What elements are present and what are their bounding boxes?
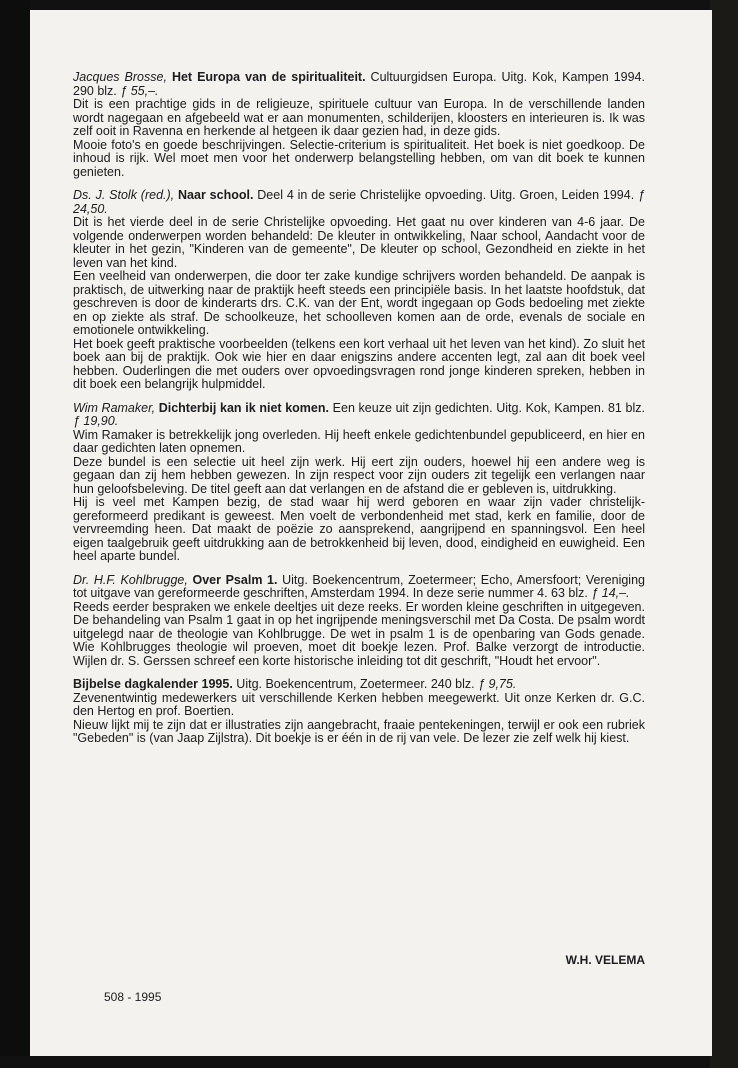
book-spine xyxy=(710,0,738,1068)
review-title: Het Europa van de spiritualiteit. xyxy=(171,70,366,84)
review-price: ƒ 24,50. xyxy=(73,188,645,216)
review-paragraph: Dit is het vierde deel in de serie Christelijke opvoeding. Het gaat nu over kinderen van 4-6 jaar. De volgende onderwerpen worden behandeld: De kleuter in ontwikkeling, Naar school, Aandacht voor de kleuter in het gezin, "Kinderen van de gemeente", De kleuter op school, Gezondheid en ziekte in het leven van het kind. xyxy=(73,215,645,270)
review-paragraph: Dit is een prachtige gids in de religieuze, spirituele cultuur van Europa. In de verschillende landen wordt nagegaan en afgebeeld wat er aan monumenten, schilderijen, kloosters en interieuren is. Ik was zelf ooit in Ravenna en herkende al hetgeen ik daar gezien had, in deze gids. xyxy=(73,97,645,138)
review-entry xyxy=(73,189,645,392)
review-heading xyxy=(73,574,645,601)
review-title: Dichterbij kan ik niet komen. xyxy=(158,400,329,415)
review-price: ƒ 14,–. xyxy=(591,586,630,600)
review-price: ƒ 19,90. xyxy=(73,414,119,428)
review-paragraph: Mooie foto's en goede beschrijvingen. Selectie-criterium is spiritualiteit. Het boek is niet goedkoop. De inhoud is rijk. Wel moet men voor het onderwerp belangstelling hebben, om van dit boek te kunnen genieten. xyxy=(73,137,645,179)
review-publication: Uitg. Boekencentrum, Zoetermeer; Echo, Amersfoort; Vereniging tot uitgave van gereformeerde geschriften, Amsterdam 1994. In deze serie nummer 4. 63 blz. xyxy=(73,572,645,600)
review-entry xyxy=(73,402,645,564)
review-author: Dr. H.F. Kohlbrugge, xyxy=(73,572,188,587)
review-title: Bijbelse dagkalender 1995. xyxy=(73,677,233,691)
review-publication: Deel 4 in de serie Christelijke opvoeding. Uitg. Groen, Leiden 1994. xyxy=(253,188,639,202)
review-heading xyxy=(73,402,645,429)
scan-border-left xyxy=(0,0,30,1068)
review-author: Wim Ramaker, xyxy=(73,400,156,415)
review-publication: Een keuze uit zijn gedichten. Uitg. Kok, Kampen. 81 blz. xyxy=(328,400,645,415)
review-title: Naar school. xyxy=(178,188,254,202)
scan-border-bottom xyxy=(0,1056,738,1068)
review-paragraph: Nieuw lijkt mij te zijn dat er illustraties zijn aangebracht, fraaie pentekeningen, terwijl er ook een rubriek "Gebeden" is (van Jaap Zijlstra). Dit boekje is er één in de rij van vele. De lezer zie zelf welk hij kiest. xyxy=(73,717,645,745)
reviews-column xyxy=(73,71,645,756)
review-paragraph: Het boek geeft praktische voorbeelden (telkens een kort verhaal uit het leven van het kind). Zo sluit het boek aan bij de praktijk. Ook wie hier en daar enigszins andere accenten legt, zal aan dit boek veel hebben. Ouderlingen die met ouders over opvoedingsvragen rond jonge kinderen spreken, hebben in dit boek een belangrijk hulpmiddel. xyxy=(73,336,645,391)
signature: W.H. VELEMA xyxy=(565,953,645,967)
review-entry xyxy=(73,574,645,669)
review-price: ƒ 55,–. xyxy=(120,83,159,98)
review-paragraph: Een veelheid van onderwerpen, die door ter zake kundige schrijvers worden behandeld. De aanpak is praktisch, de uitwerking naar de praktijk heeft steeds een principiële basis. In het laatste hoofdstuk, dat geschreven is door de kinderarts drs. C.K. van der Ent, wordt ingegaan op Gods bedoeling met ziekte en op ziekte als straf. De schoolkeuze, het schoolleven komen aan de orde, evenals de sociale en emotionele ontwikkeling. xyxy=(73,269,645,337)
review-entry xyxy=(73,71,645,179)
review-heading xyxy=(73,71,645,98)
review-paragraph: Hij is veel met Kampen bezig, de stad waar hij werd geboren en waar zijn vader christelijk-gereformeerd predikant is geweest. Men voelt de verbondenheid met stad, kerk en familie, door de vervreemding heen. Dat maakt de poëzie zo aansprekend, aangrijpend en spanningsvol. Een heel eigen taalgebruik geeft uitdrukking aan de betrokkenheid bij leven, dood, eindigheid en euwigheid. Een heel aparte bundel. xyxy=(73,495,645,563)
review-paragraph: Deze bundel is een selectie uit heel zijn werk. Hij eert zijn ouders, hoewel hij een andere weg is gegaan dan zij hem hebben gewezen. In zijn respect voor zijn ouders zit tegelijk een verlangen naar hun geloofsbeleving. De titel geeft aan dat verlangen en de afstand die er gebleven is, uitdrukking. xyxy=(73,454,645,496)
review-paragraph: Zevenentwintig medewerkers uit verschillende Kerken hebben meegewerkt. Uit onze Kerken dr. G.C. den Hertog en prof. Boertien. xyxy=(73,690,645,718)
review-author: Jacques Brosse, xyxy=(73,70,167,84)
review-price: ƒ 9,75. xyxy=(478,677,517,691)
review-title: Over Psalm 1. xyxy=(192,572,278,587)
review-publication: Cultuurgidsen Europa. Uitg. Kok, Kampen 1994. 290 blz. xyxy=(73,70,645,98)
review-heading xyxy=(73,678,645,692)
review-heading xyxy=(73,189,645,216)
review-author: Ds. J. Stolk (red.), xyxy=(73,188,175,202)
review-publication: Uitg. Boekencentrum, Zoetermeer. 240 blz. xyxy=(232,677,479,691)
review-paragraph: Wim Ramaker is betrekkelijk jong overleden. Hij heeft enkele gedichtenbundel gepubliceerd, en hier en daar gedichten laten opnemen. xyxy=(73,427,645,455)
review-paragraph: Reeds eerder bespraken we enkele deeltjes uit deze reeks. Er worden kleine geschriften in uitgegeven. De behandeling van Psalm 1 gaat in op het ingrijpende meningsverschil met Da Costa. De psalm wordt uitgelegd naar de theologie van Kohlbrugge. De wet in psalm 1 is de openbaring van Gods genade. Wie Kohlbrugges theologie wil proeven, moet dit boekje lezen. Prof. Balke verzorgt de introductie. Wijlen dr. S. Gerssen schreef een korte historische inleiding tot dit geschrift, "Houdt het ervoor". xyxy=(73,599,645,668)
page-footer: 508 - 1995 xyxy=(104,990,162,1004)
review-entry xyxy=(73,678,645,746)
